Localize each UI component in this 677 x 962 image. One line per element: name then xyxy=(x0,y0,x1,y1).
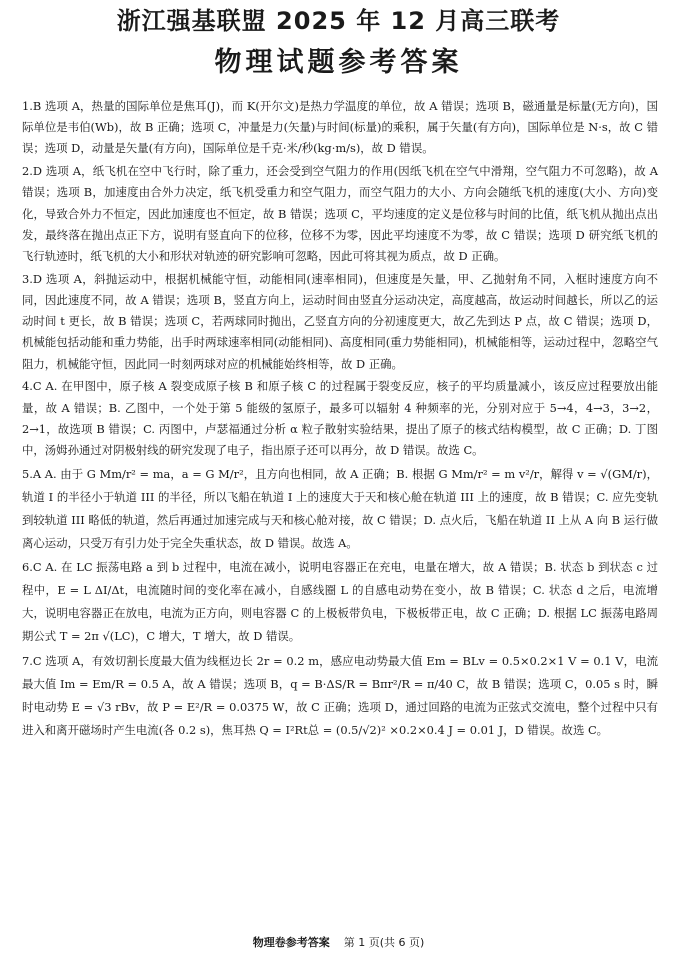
answer-text: A. 由于 G Mm/r² = ma，a = G M/r²，且方向也相同，故 A 正确；B. 根据 G Mm/r² = m v²/r，解得 v = √(GM/r)，轨道 I 的半径小于轨道 III 的半径，所以飞船在轨道 I 上的速度大于天和核心舱在轨道 III 上的速度，故 B 错误；C. 应先变轨到较轨道 III 略低的轨道，然后再通过加速完成与天和核心舱对接，故 C 错误；D. 点火后，飞船在轨道 II 上从 A 向 B 运行做离心运动，只受万有引力处于完全失重状态，故 D 错误。故选 A。 xyxy=(22,466,658,550)
answer-text: 选项 A，热量的国际单位是焦耳(J)，而 K(开尔文)是热力学温度的单位，故 A 错误；选项 B，磁通量是标量(无方向)，国际单位是韦伯(Wb)，故 B 正确；选项 C，冲量是力(矢量)与时间(标量)的乘积，属于矢量(有方向)，国际单位是 N·s，故 C 错误；选项 D，动量是矢量(有方向)，国际单位是千克·米/秒(kg·m/s)，故 D 错误。 xyxy=(22,99,658,156)
answer-item-6 xyxy=(22,556,658,648)
answer-item-4 xyxy=(22,376,658,461)
answer-number: 2.D xyxy=(22,164,43,179)
answer-text: 选项 A，斜抛运动中，根据机械能守恒，动能相同(速率相同)，但速度是矢量，甲、乙抛射角不同，入框时速度方向不同，因此速度不同，故 A 错误；选项 B，竖直方向上，运动时间由竖直分运动决定，高度越高，故运动时间越长，所以乙的运动时间 t 更长，故 B 错误；选项 C，若两球同时抛出，乙竖直方向的分初速度更大，故乙先到达 P 点，故 C 错误；选项 D，机械能包括动能和重力势能，出手时两球速率相同(动能相同)、高度相同(重力势能相同)，机械能相等，运动过程中，忽略空气阻力，机械能守恒，因此同一时刻两球对应的机械能始终相等，故 D 正确。 xyxy=(22,271,658,371)
answer-text: A. 在 LC 振荡电路 a 到 b 过程中，电流在减小，说明电容器正在充电，电量在增大，故 A 错误；B. 状态 b 到状态 c 过程中，E = L ΔI/Δt，电流随时间的变化率在减小，自感线圈 L 的自感电动势在变小，故 B 错误；C. 状态 d 之后，电流增大，说明电容器正在放电，电流为正方向，则电容器 C 的上极板带负电，下极板带正电，故 C 正确；D. 根据 LC 振荡电路周期公式 T = 2π √(LC)，C 增大，T 增大，故 D 错误。 xyxy=(22,560,658,644)
answer-number: 3.D xyxy=(22,271,43,286)
answer-item-7 xyxy=(22,650,658,742)
document-title: 物理试题参考答案 xyxy=(214,47,463,78)
page-footer xyxy=(0,935,677,951)
answers-body xyxy=(22,96,658,744)
answer-number: 1.B xyxy=(22,99,42,113)
answer-item-3 xyxy=(22,269,658,375)
exam-title: 浙江强基联盟 2025 年 12 月高三联考 xyxy=(116,7,561,35)
answer-item-1 xyxy=(22,96,658,160)
answer-item-5 xyxy=(22,463,658,555)
answer-number: 5.A xyxy=(22,466,42,481)
answer-text: 选项 A，纸飞机在空中飞行时，除了重力，还会受到空气阻力的作用(因纸飞机在空气中滑翔，空气阻力不可忽略)，故 A 错误；选项 B，加速度由合外力决定，纸飞机受重力和空气阻力，而空气阻力的大小、方向会随纸飞机的速度(大小、方向)变化，导致合外力不恒定，因此加速度也不恒定，故 B 错误；选项 C，平均速度的定义是位移与时间的比值，纸飞机从抛出点出发，最终落在抛出点正下方，说明有竖直向下的位移，位移不为零，因此平均速度不为零，故 C 错误；选项 D 研究纸飞机的飞行轨迹时，纸飞机的大小和形状对轨迹的研究影响可忽略，因此可将其视为质点，故 D 正确。 xyxy=(22,164,658,264)
answer-item-2 xyxy=(22,161,658,267)
answer-text: 选项 A，有效切割长度最大值为线框边长 2r = 0.2 m，感应电动势最大值 Em = BLv = 0.5×0.2×1 V = 0.1 V，电流最大值 Im = Em/R = 0.5 A，故 A 错误；选项 B，q = B·ΔS/R = Bπr²/R = π/40 C，故 B 错误；选项 C，0.05 s 时，瞬时电动势 E = √3 rBv，故 P = E²/R = 0.0375 W，故 C 正确；选项 D，通过回路的电流为正弦式交流电，整个过程中只有进入和离开磁场时产生电流(各 0.2 s)，焦耳热 Q = I²Rt总 = (0.5/√2)² ×0.2×0.4 J = 0.01 J，D 错误。故选 C。 xyxy=(22,654,658,738)
page-number: 第 1 页(共 6 页) xyxy=(343,936,425,949)
answer-number: 7.C xyxy=(22,654,42,669)
answer-text: A. 在甲图中，原子核 A 裂变成原子核 B 和原子核 C 的过程属于裂变反应，核子的平均质量减小，该反应过程要放出能量，故 A 错误；B. 乙图中，一个处于第 5 能级的氢原子，最多可以辐射 4 种频率的光，分别对应于 5→4，4→3，3→2，2→1，故选项 B 错误；C. 丙图中，卢瑟福通过分析 α 粒子散射实验结果，提出了原子的核式结构模型，故 C 正确；D. 丁图中，汤姆孙通过对阴极射线的研究发现了电子，指出原子还可以再分，故 D 错误。故选 C。 xyxy=(22,379,658,458)
footer-document-label: 物理卷参考答案 xyxy=(252,936,330,949)
answer-number: 4.C xyxy=(22,379,42,394)
answer-number: 6.C xyxy=(22,560,42,575)
